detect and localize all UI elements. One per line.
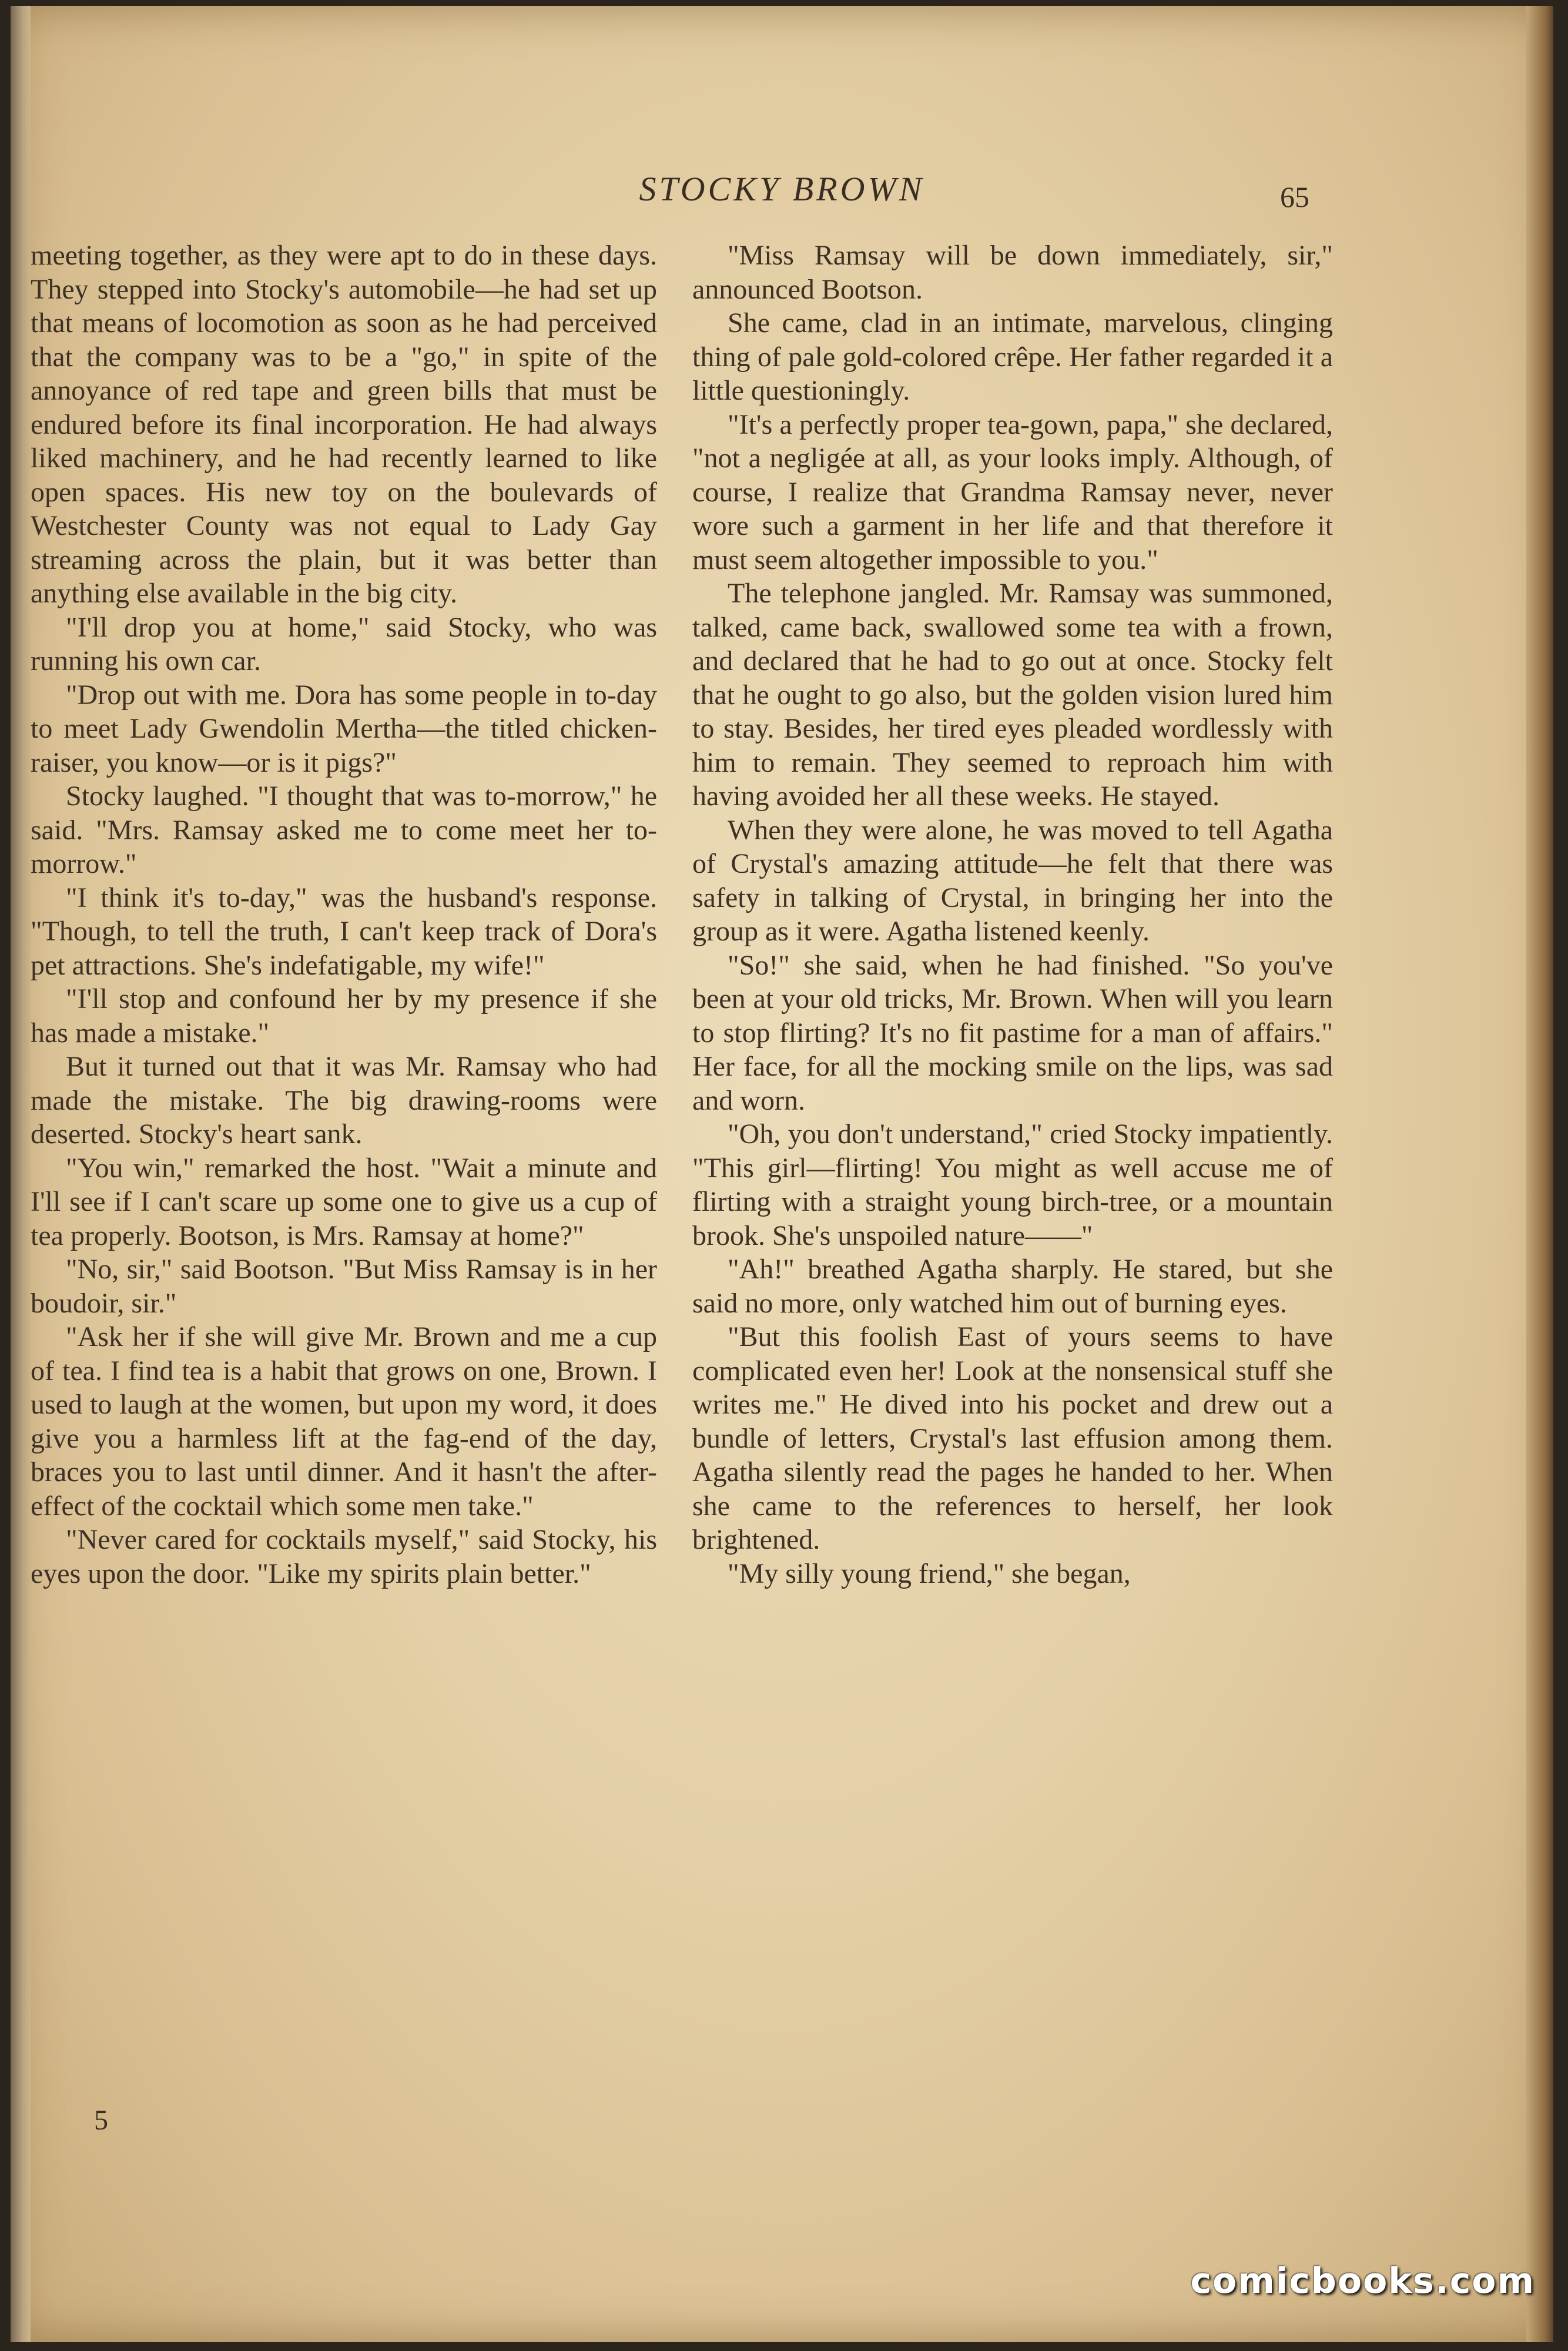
paragraph: "I think it's to-day," was the husband's response. "Though, to tell the truth, I can't keep track of Dora's pet attractions. She's indefatigable, my wife!" [31, 882, 657, 981]
paragraph: "Ah!" breathed Agatha sharply. He stared, but she said no more, only watched him out of burning eyes. [692, 1254, 1333, 1319]
paragraph: "Ask her if she will give Mr. Brown and me a cup of tea. I find tea is a habit that grows on one, Brown. I used to laugh at the women, but upon my word, it does give you a harmless lift at the fag-end of the day, braces you to last until dinner. And it hasn't the after-effect of the cocktail which some men take." [31, 1321, 657, 1522]
paragraph: Stocky laughed. "I thought that was to-morrow," he said. "Mrs. Ramsay asked me to come meet her to-morrow." [31, 781, 657, 879]
paragraph: meeting together, as they were apt to do in these days. They stepped into Stocky's automobile—he had set up that means of locomotion as soon as he had perceived that the company was to be a "go," in spite of the annoyance of red tape and green bills that must be endured before its final incorporation. He had always liked machinery, and he had recently learned to like open spaces. His new toy on the boulevards of Westchester County was not equal to Lady Gay streaming across the plain, but it was better than anything else available in the big city. [31, 240, 657, 609]
paragraph: "Never cared for cocktails myself," said Stocky, his eyes upon the door. "Like my spirits plain better." [31, 1524, 657, 1589]
paragraph: When they were alone, he was moved to tell Agatha of Crystal's amazing attitude—he felt that there was safety in talking of Crystal, in bringing her into the group as it were. Agatha listened keenly. [692, 814, 1333, 947]
signature-mark: 5 [94, 2105, 108, 2136]
paragraph: "So!" she said, when he had finished. "So you've been at your old tricks, Mr. Brown. When will you learn to stop flirting? It's no fit pastime for a man of affairs." Her face, for all the mocking smile on the lips, was sad and worn. [692, 949, 1333, 1116]
paragraph: She came, clad in an intimate, marvelous, clinging thing of pale gold-colored crêpe. Her father regarded it a little questioningly. [692, 307, 1333, 406]
paragraph: "Drop out with me. Dora has some people in to-day to meet Lady Gwendolin Mertha—the titled chicken-raiser, you know—or is it pigs?" [31, 679, 657, 778]
paragraph: "I'll drop you at home," said Stocky, who was running his own car. [31, 611, 657, 677]
right-text-column [692, 239, 1333, 1590]
paragraph: "You win," remarked the host. "Wait a minute and I'll see if I can't scare up some one to give us a cup of tea properly. Bootson, is Mrs. Ramsay at home?" [31, 1152, 657, 1251]
paragraph: "Miss Ramsay will be down immediately, sir," announced Bootson. [692, 240, 1333, 305]
paragraph: "No, sir," said Bootson. "But Miss Ramsay is in her boudoir, sir." [31, 1254, 657, 1319]
left-text-column [31, 239, 657, 1590]
paragraph: The telephone jangled. Mr. Ramsay was summoned, talked, came back, swallowed some tea with a frown, and declared that he had to go out at once. Stocky felt that he ought to go also, but the golden vision lured him to stay. Besides, her tired eyes pleaded wordlessly with him to remain. They seemed to reproach him with having avoided her all these weeks. He stayed. [692, 578, 1333, 812]
paragraph: "It's a perfectly proper tea-gown, papa," she declared, "not a negligée at all, as your looks imply. Although, of course, I realize that Grandma Ramsay never, never wore such a garment in her life and that therefore it must seem altogether impossible to you." [692, 408, 1333, 575]
page-number: 65 [1280, 180, 1309, 213]
paragraph: But it turned out that it was Mr. Ramsay who had made the mistake. The big drawing-rooms were deserted. Stocky's heart sank. [31, 1051, 657, 1150]
paragraph: "But this foolish East of yours seems to have complicated even her! Look at the nonsensical stuff she writes me." He dived into his pocket and drew out a bundle of letters, Crystal's last effusion among them. Agatha silently read the pages he handed to her. When she came to the references to herself, her look brightened. [692, 1321, 1333, 1555]
paragraph: "My silly young friend," she began, [728, 1558, 1131, 1589]
page-binding-edge [11, 6, 31, 2342]
paragraph: "I'll stop and confound her by my presence if she has made a mistake." [31, 983, 657, 1049]
page-right-edge [1526, 6, 1553, 2342]
paragraph: "Oh, you don't understand," cried Stocky impatiently. "This girl—flirting! You might as well accuse me of flirting with a straight young birch-tree, or a mountain brook. She's unspoiled nature——" [692, 1118, 1333, 1251]
book-page [11, 6, 1553, 2342]
running-head: STOCKY BROWN [639, 170, 925, 208]
watermark: comicbooks.com [1190, 2260, 1535, 2302]
